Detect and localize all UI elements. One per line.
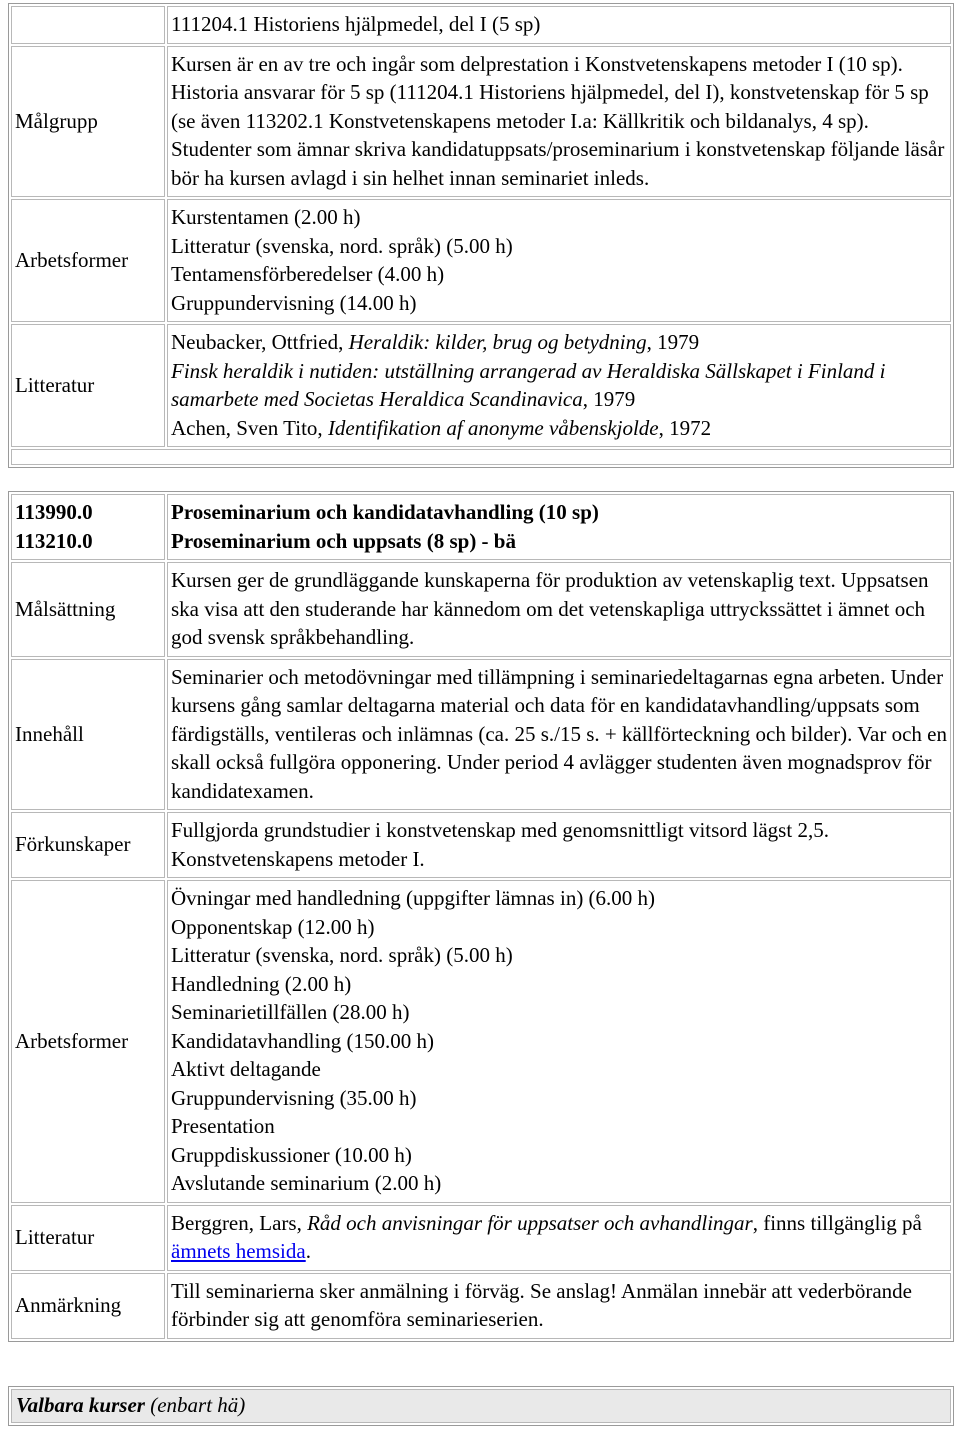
empty-label-cell xyxy=(11,6,165,44)
literature-year: , 1979 xyxy=(582,387,636,411)
list-item: Seminarietillfällen (28.00 h) xyxy=(171,1000,410,1024)
course-111204-table xyxy=(8,3,954,468)
literature-end: . xyxy=(305,1239,311,1263)
spacer-cell xyxy=(11,449,951,465)
subject-homepage-link[interactable]: ämnets hemsida xyxy=(171,1239,306,1263)
course-code: 113210.0 xyxy=(15,528,93,553)
anmarkning-label: Anmärkning xyxy=(11,1273,165,1339)
course-title: 111204.1 Historiens hjälpmedel, del I (5 sp) xyxy=(167,6,951,44)
arbetsformer-label: Arbetsformer xyxy=(11,880,165,1203)
literature-title: Finsk heraldik i nutiden: utställning arrangerad av Heraldiska Sällskapet i Finland i samarbete med Societas Heraldica Scandinavica xyxy=(171,358,886,411)
literature-author: Berggren, Lars, xyxy=(171,1210,308,1235)
list-item: Övningar med handledning (uppgifter lämnas in) (6.00 h) xyxy=(171,886,656,910)
list-item: Gruppundervisning (14.00 h) xyxy=(171,290,417,315)
spacer-row xyxy=(11,449,951,465)
optional-courses-heading xyxy=(11,1389,951,1423)
innehall-text: Seminarier och metodövningar med tillämpning i seminariedeltagarnas egna arbeten. Under kursens gång samlar deltagarna material och data för en kandidatavhandling/uppsats som färdigställs, ventileras och inlämnas (ca. 25 s./15 s. + källförteckning och bilder). Var och en skall också fullgöra opponering. Under period 4 avlägger studenten även mognadsprov för kandidatexamen. xyxy=(167,659,951,811)
malsattning-text: Kursen ger de grundläggande kunskaperna för produktion av vetenskaplig text. Uppsatsen ska visa att den studerande har kännedom om det vetenskapliga uttryckssättet i ämnet och god svensk språkbehandling. xyxy=(167,562,951,657)
course-title-row xyxy=(11,494,951,560)
forkunskaper-text: Fullgjorda grundstudier i konstvetenskap med genomsnittligt vitsord lägst 2,5. Konstvetenskapens metoder I. xyxy=(167,812,951,878)
forkunskaper-label: Förkunskaper xyxy=(11,812,165,878)
optional-courses-row xyxy=(11,1389,951,1423)
literature-entry xyxy=(171,357,947,414)
list-item: Litteratur (svenska, nord. språk) (5.00 h) xyxy=(171,943,513,967)
list-item: Handledning (2.00 h) xyxy=(171,971,352,996)
arbetsformer-list xyxy=(167,880,951,1203)
literature-entry xyxy=(171,328,947,357)
literature-title: Heraldik: kilder, brug og betydning xyxy=(348,330,647,354)
forkunskaper-row xyxy=(11,812,951,878)
list-item: Litteratur (svenska, nord. språk) (5.00 h) xyxy=(171,233,513,258)
anmarkning-row xyxy=(11,1273,951,1339)
list-item: Tentamensförberedelser (4.00 h) xyxy=(171,262,445,286)
litteratur-list xyxy=(167,324,951,447)
literature-year: , 1972 xyxy=(658,415,712,440)
malsattning-row xyxy=(11,562,951,657)
optional-courses-table xyxy=(8,1386,954,1426)
list-item: Kandidatavhandling (150.00 h) xyxy=(171,1028,435,1053)
arbetsformer-label: Arbetsformer xyxy=(11,199,165,322)
course-title-row xyxy=(11,6,951,44)
literature-title: Råd och anvisningar för uppsatser och avhandlingar xyxy=(307,1210,753,1235)
literature-author: Achen, Sven Tito, xyxy=(171,415,328,440)
litteratur-label: Litteratur xyxy=(11,324,165,447)
list-item: Avslutande seminarium (2.00 h) xyxy=(171,1171,442,1195)
litteratur-row xyxy=(11,324,951,447)
list-item: Aktivt deltagande xyxy=(171,1057,321,1081)
list-item: Gruppdiskussioner (10.00 h) xyxy=(171,1142,412,1167)
literature-year: , 1979 xyxy=(646,330,700,354)
course-titles xyxy=(167,494,951,560)
malgrupp-row xyxy=(11,46,951,198)
malsattning-label: Målsättning xyxy=(11,562,165,657)
litteratur-row xyxy=(11,1205,951,1271)
literature-title: Identifikation af anonyme våbenskjolde xyxy=(327,415,659,440)
course-113990-table xyxy=(8,491,954,1342)
arbetsformer-list xyxy=(167,199,951,322)
list-item: Kurstentamen (2.00 h) xyxy=(171,205,361,229)
innehall-label: Innehåll xyxy=(11,659,165,811)
arbetsformer-row xyxy=(11,880,951,1203)
literature-text: , finns tillgänglig på xyxy=(752,1210,922,1235)
course-code: 113990.0 xyxy=(15,500,93,524)
malgrupp-label: Målgrupp xyxy=(11,46,165,198)
litteratur-text xyxy=(167,1205,951,1271)
anmarkning-text: Till seminarierna sker anmälning i förväg. Se anslag! Anmälan innebär att vederbörande förbinder sig att genomföra seminarieserien. xyxy=(167,1273,951,1339)
course-title: Proseminarium och uppsats (8 sp) - bä xyxy=(171,528,516,553)
literature-entry xyxy=(171,414,947,443)
literature-author: Neubacker, Ottfried, xyxy=(171,330,349,354)
list-item: Gruppundervisning (35.00 h) xyxy=(171,1085,417,1110)
arbetsformer-row xyxy=(11,199,951,322)
course-title: Proseminarium och kandidatavhandling (10 sp) xyxy=(171,500,599,524)
list-item: Opponentskap (12.00 h) xyxy=(171,914,375,939)
optional-courses-note: (enbart hä) xyxy=(144,1393,246,1417)
innehall-row xyxy=(11,659,951,811)
course-codes xyxy=(11,494,165,560)
optional-courses-bold: Valbara kurser xyxy=(16,1393,145,1417)
litteratur-label: Litteratur xyxy=(11,1205,165,1271)
list-item: Presentation xyxy=(171,1114,275,1138)
malgrupp-text: Kursen är en av tre och ingår som delprestation i Konstvetenskapens metoder I (10 sp). Historia ansvarar för 5 sp (111204.1 Historiens hjälpmedel, del I), konstvetenskap för 5 sp (se även 113202.1 Konstvetenskapens metoder I.a: Källkritik och bildanalys, 4 sp). Studenter som ämnar skriva kandidatuppsats/proseminarium i konstvetenskap följande läsår bör ha kursen avlagd i sin helhet innan seminariet inleds. xyxy=(167,46,951,198)
